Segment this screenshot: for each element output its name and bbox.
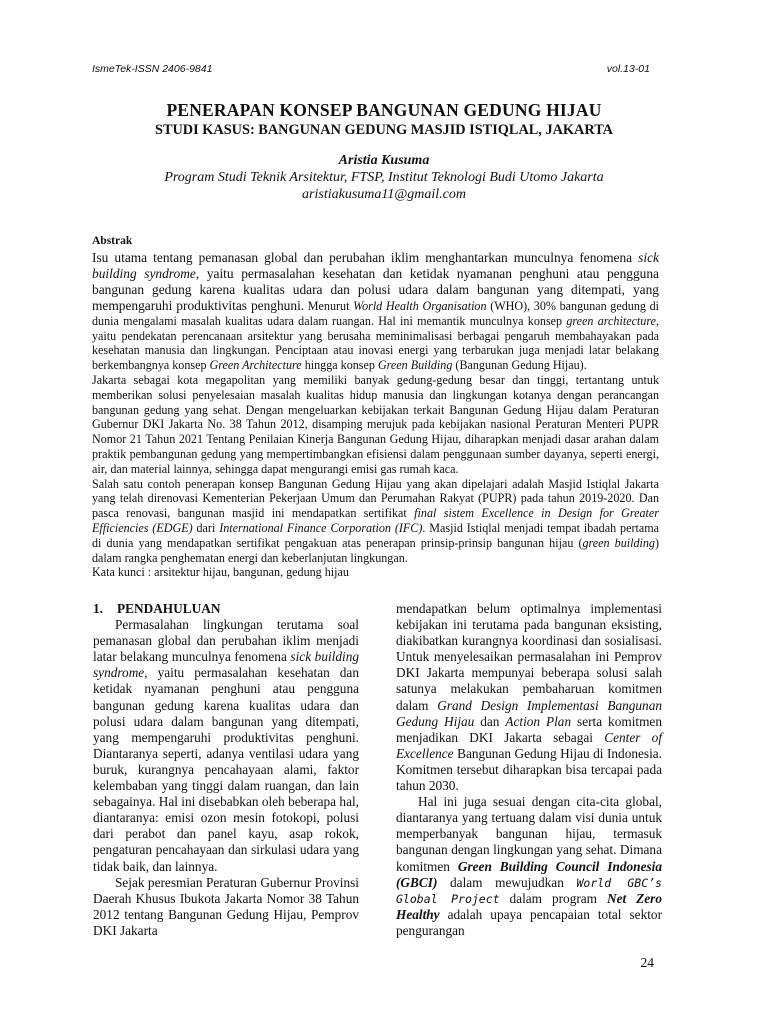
- paper-title: PENERAPAN KONSEP BANGUNAN GEDUNG HIJAU: [166, 100, 602, 120]
- abstract-paragraph-3: Salah satu contoh penerapan konsep Bangunan Gedung Hijau yang akan dipelajari adalah Masjid Istiqlal Jakarta yang telah direnovasi Kementerian Pekerjaan Umum dan Perumahan Rakyat (PUPR) pada tahun 2019-2020. Dan pasca renovasi, bangunan masjid ini mendapatkan sertifikat final sistem Excellence in Design for Greater Efficiencies (EDGE) dari International Finance Corporation (IFC). Masjid Istiqlal menjadi tempat ibadah pertama di dunia yang mendapatkan sertifikat pengakuan atas penerapan prinsip-prinsip bangunan hijau (green building) dalam rangka penghematan energi dan keberlanjutan lingkungan.: [92, 476, 660, 565]
- body-column-right: [396, 601, 662, 939]
- section-title: PENDAHULUAN: [117, 601, 221, 616]
- author-name: Aristia Kusuma: [338, 153, 430, 168]
- body-column-left: [93, 601, 359, 939]
- abstract: [92, 234, 659, 580]
- abstract-paragraph-1: Isu utama tentang pemanasan global dan perubahan iklim menghantarkan munculnya fenomena sick building syndrome, yaitu permasalahan kesehatan dan ketidak nyamanan penghuni atau pengguna bangunan gedung karena kualitas udara dan polusi udara dalam bangunan yang ditempati, yang mempengaruhi produktivitas penghuni. Menurut World Health Organisation (WHO), 30% bangunan gedung di dunia mengalami masalah kualitas udara dalam ruangan. Hal ini memantik munculnya konsep green architecture, yaitu pendekatan perencanaan arsitektur yang berusaha meminimalisasi berbagai pengaruh membahayakan pada kesehatan manusia dan lingkungan. Penciptaan atau inovasi energi yang terbarukan juga menjadi latar belakang berkembangnya konsep Green Architecture hingga konsep Green Building (Bangunan Gedung Hijau).: [92, 249, 659, 373]
- abstract-paragraph-2: Jakarta sebagai kota megapolitan yang memiliki banyak gedung-gedung besar dan tinggi, tertantang untuk memberikan solusi penyelesaian masalah kualitas hidup manusia dan lingkungan kotanya dengan perancangan bangunan gedung yang sehat. Dengan mengeluarkan kebijakan terkait Bangunan Gedung Hijau dalam Peraturan Gubernur DKI Jakarta No. 38 Tahun 2012, disamping merujuk pada kebijakan nasional Peraturan Menteri PUPR Nomor 21 Tahun 2021 Tentang Penilaian Kinerja Bangunan Gedung Hijau, diharapkan menjadi dasar arahan dalam praktik pembangunan gedung yang mempertimbangkan efisiensi dalam penggunaan sumber dayanya, seperti energi, air, dan material lainnya, sehingga dapat mengurangi emisi gas rumah kaca.: [92, 372, 659, 476]
- page-number: 24: [640, 955, 654, 970]
- intro-paragraph-3: Hal ini juga sesuai dengan cita-cita global, diantaranya yang tertuang dalam visi dunia untuk memperbanyak bangunan hijau, termasuk bangunan dengan lingkungan yang sehat. Dimana komitmen Green Building Council Indonesia (GBCI) dalam mewujudkan World GBC’s Global Project dalam program Net Zero Healthy adalah upaya pencapaian total sektor pengurangan: [396, 794, 663, 938]
- keywords: Kata kunci : arsitektur hijau, bangunan, gedung hijau: [92, 565, 349, 580]
- section-heading: [93, 601, 359, 617]
- journal-issn: IsmeTek-ISSN 2406-9841: [92, 63, 213, 75]
- author-email: aristiakusuma11@gmail.com: [302, 187, 466, 202]
- intro-paragraph-2: Sejak peresmian Peraturan Gubernur Provinsi Daerah Khusus Ibukota Jakarta Nomor 38 Tahun 2012 tentang Bangunan Gedung Hijau, Pemprov DKI Jakarta: [93, 874, 359, 938]
- author-affiliation: Program Studi Teknik Arsitektur, FTSP, Institut Teknologi Budi Utomo Jakarta: [164, 170, 604, 185]
- intro-paragraph-2-continued: mendapatkan belum optimalnya implementasi kebijakan ini terutama pada bangunan eksisting, diakibatkan kurangnya koordinasi dan sosialisasi. Untuk menyelesaikan permasalahan ini Pemprov DKI Jakarta mempunyai beberapa solusi salah satunya melakukan pembaharuan komitmen dalam Grand Design Implementasi Bangunan Gedung Hijau dan Action Plan serta komitmen menjadikan DKI Jakarta sebagai Center of Excellence Bangunan Gedung Hijau di Indonesia. Komitmen tersebut diharapkan bisa tercapai pada tahun 2030.: [396, 601, 663, 794]
- intro-paragraph-1: Permasalahan lingkungan terutama soal pemanasan global dan perubahan iklim menjadi latar belakang munculnya fenomena sick building syndrome, yaitu permasalahan kesehatan dan ketidak nyamanan penghuni atau pengguna bangunan gedung karena kualitas udara dan polusi udara dalam bangunan yang ditempati, yang mempengaruhi produktivitas penghuni. Diantaranya seperti, adanya ventilasi udara yang buruk, kurangnya pencahayaan alami, faktor kelembaban yang tinggi dalam ruangan, dan lain sebagainya. Hal ini disebabkan oleh beberapa hal, diantaranya: emisi ozon mesin fotokopi, polusi dari perabot dan panel kayu, asap rokok, pengaturan pencahayaan dan sirkulasi udara yang tidak baik, dan lainnya.: [93, 617, 359, 874]
- abstract-heading: Abstrak: [92, 235, 133, 247]
- paper-subtitle: STUDI KASUS: BANGUNAN GEDUNG MASJID ISTIQLAL, JAKARTA: [155, 122, 613, 138]
- section-number: 1.: [93, 601, 103, 616]
- title-block: [0, 100, 768, 203]
- volume-label: vol.13-01: [606, 63, 650, 75]
